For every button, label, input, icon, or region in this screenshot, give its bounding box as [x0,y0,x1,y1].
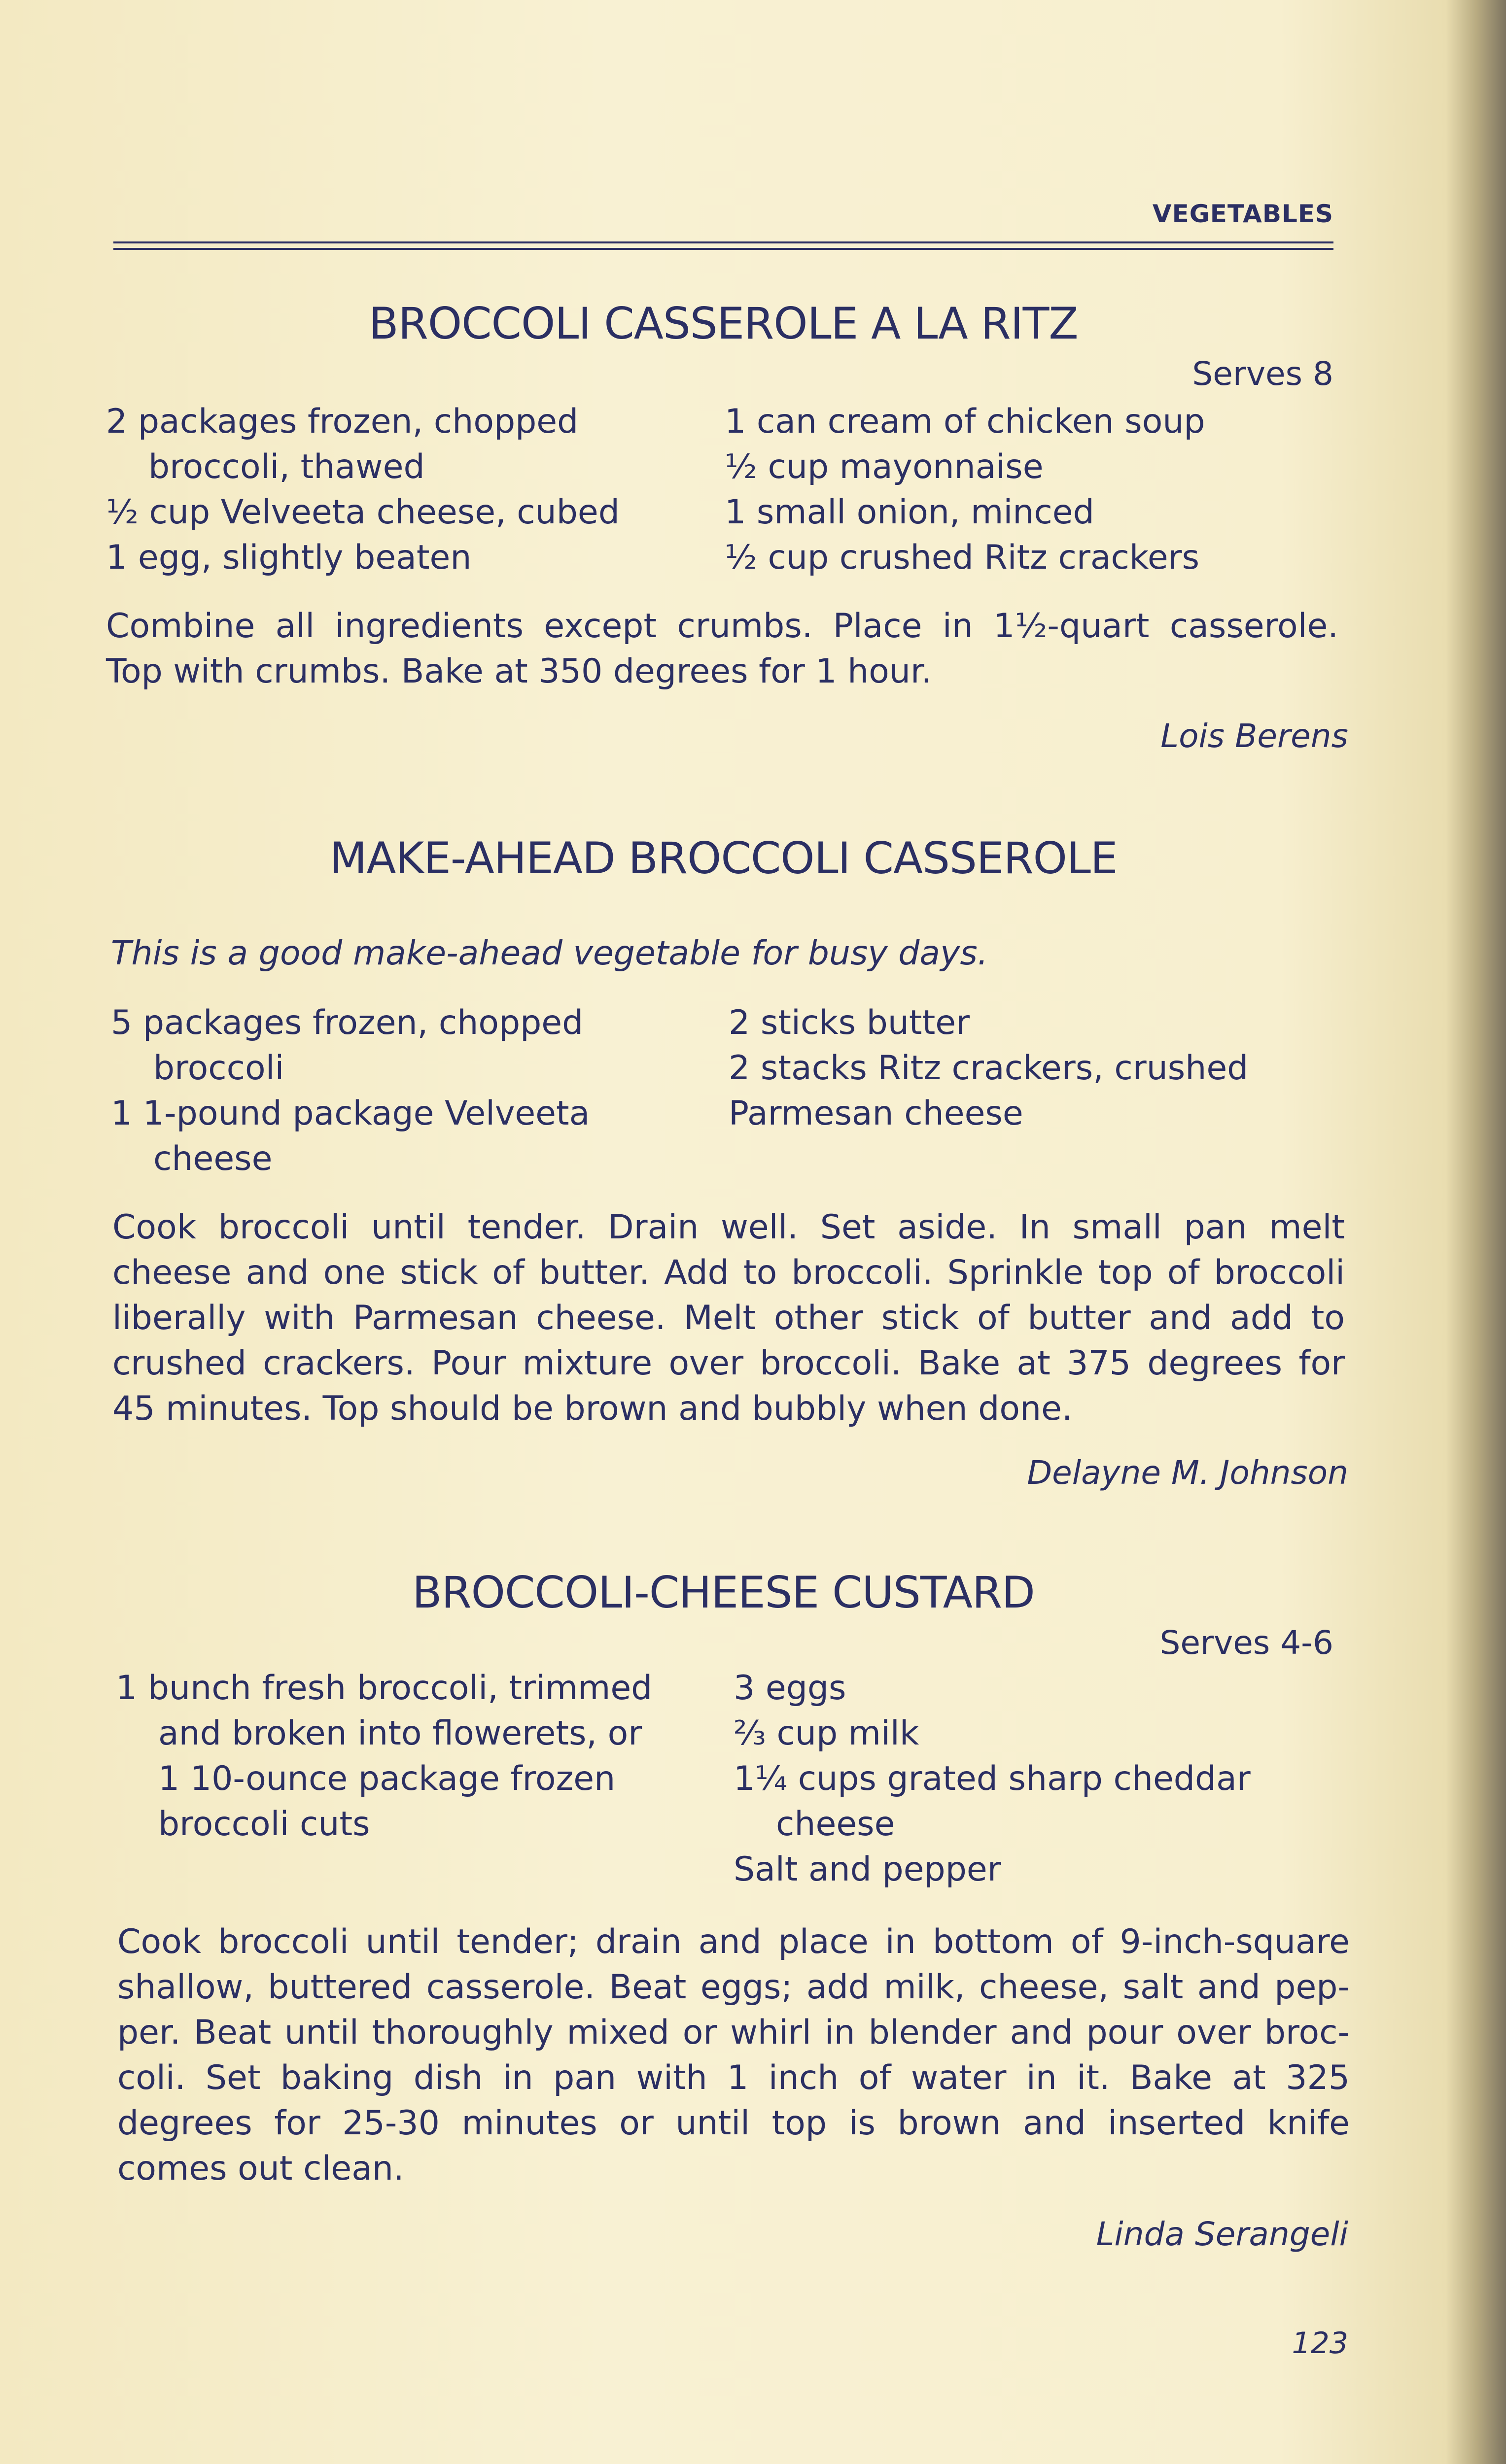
ingredient: 2 stacks Ritz crackers, crushed [729,1049,1249,1088]
recipe-author: Delayne M. Johnson [1027,1454,1348,1492]
direction-line: coli. Set baking dish in pan with 1 inch of water in it. Bake at 325 [117,2058,1350,2097]
ingredient: ½ cup Velveeta cheese, cubed [106,493,620,532]
ingredient: 1 bunch fresh broccoli, trimmed [116,1669,653,1708]
ingredients-left [116,1666,652,1847]
direction-line: crushed crackers. Pour mixture over broccoli. Bake at 375 degrees for [112,1344,1345,1383]
ingredient: Parmesan cheese [729,1094,1023,1133]
recipe-title: BROCCOLI CASSEROLE A LA RITZ [369,298,1078,349]
header-rule-bottom [113,248,1333,250]
ingredient: ½ cup mayonnaise [725,447,1044,486]
directions [106,604,1338,694]
direction-line: per. Beat until thoroughly mixed or whirl in blender and pour over broc- [117,2013,1350,2052]
section-header: VEGETABLES [1152,200,1333,228]
ingredient: 3 eggs [734,1669,846,1708]
direction-line: degrees for 25-30 minutes or until top is brown and inserted knife [117,2104,1350,2143]
direction-line: liberally with Parmesan cheese. Melt other stick of butter and add to [112,1299,1345,1337]
direction-line: Cook broccoli until tender; drain and place in bottom of 9-inch-square [117,1922,1350,1961]
page-number: 123 [1292,2326,1348,2361]
serves-label: Serves 8 [1192,355,1333,393]
ingredient: ⅔ cup milk [734,1714,919,1753]
ingredients-left [106,399,620,581]
serves-label: Serves 4-6 [1159,1624,1333,1662]
recipe-intro: This is a good make-ahead vegetable for busy days. [111,934,988,973]
ingredients-right [729,1000,1248,1136]
ingredient: cheese [776,1805,895,1844]
header-rule-top [113,241,1333,243]
direction-line: Combine all ingredients except crumbs. Place in 1½-quart casserole. [106,607,1338,646]
ingredient: and broken into flowerets, or [158,1714,642,1753]
ingredient: broccoli [153,1049,284,1088]
ingredient: 1¼ cups grated sharp cheddar [734,1759,1251,1798]
direction-line: comes out clean. [117,2149,404,2188]
direction-line: 45 minutes. Top should be brown and bubbly when done. [112,1389,1073,1428]
ingredients-right [725,399,1205,581]
direction-line: cheese and one stick of butter. Add to broccoli. Sprinkle top of broccoli [112,1253,1345,1292]
ingredient: 5 packages frozen, chopped [111,1003,584,1042]
ingredients-left [111,1000,590,1182]
ingredient: 1 egg, slightly beaten [106,538,472,577]
directions [112,1205,1345,1432]
ingredient: 2 sticks butter [729,1003,970,1042]
recipe-title: BROCCOLI-CHEESE CUSTARD [412,1567,1035,1618]
recipe-author: Lois Berens [1160,717,1348,755]
ingredient: 1 10-ounce package frozen [158,1759,616,1798]
recipe-title: MAKE-AHEAD BROCCOLI CASSEROLE [329,833,1118,884]
ingredient: 1 small onion, minced [725,493,1094,532]
direction-line: shallow, buttered casserole. Beat eggs; add milk, cheese, salt and pep- [117,1968,1350,2007]
direction-line: Cook broccoli until tender. Drain well. Set aside. In small pan melt [112,1208,1345,1247]
ingredient: ½ cup crushed Ritz crackers [725,538,1200,577]
ingredient: Salt and pepper [734,1850,1001,1889]
ingredient: 1 1-pound package Velveeta [111,1094,590,1133]
ingredient: 1 can cream of chicken soup [725,402,1205,441]
directions [117,1919,1350,2191]
ingredient: 2 packages frozen, chopped [106,402,579,441]
direction-line: Top with crumbs. Bake at 350 degrees for 1 hour. [106,652,932,691]
ingredient: cheese [153,1139,273,1178]
ingredients-right [734,1666,1251,1892]
ingredient: broccoli, thawed [148,447,425,486]
recipe-author: Linda Serangeli [1096,2215,1348,2253]
ingredient: broccoli cuts [158,1805,370,1844]
